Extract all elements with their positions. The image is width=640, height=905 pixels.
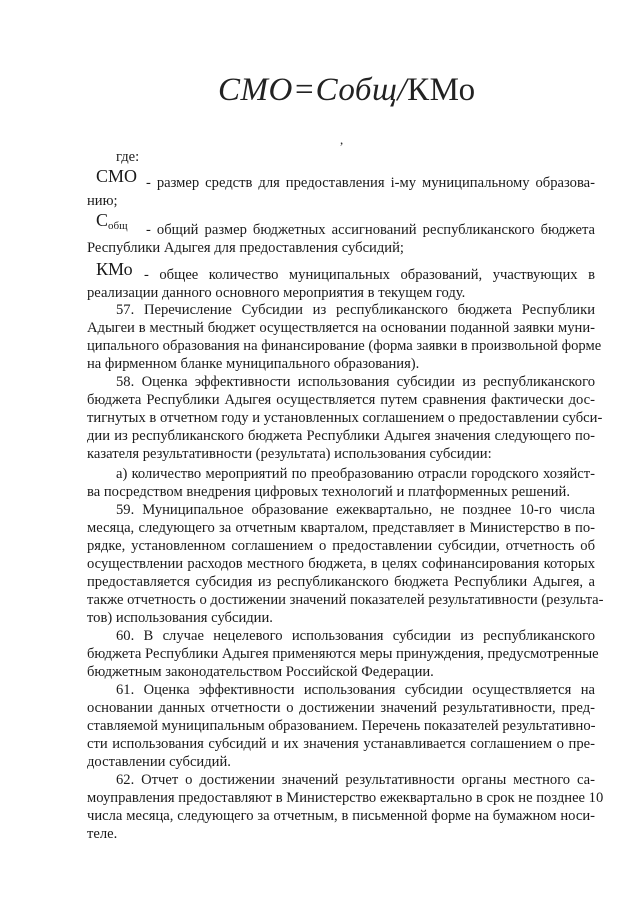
text-line: осуществлении расходов местного бюджета, в целях софинансирования которых	[87, 556, 595, 572]
text-line: предоставляется субсидия из республиканского бюджета Республики Адыгея, а	[87, 574, 595, 590]
text-line: нию;	[87, 193, 118, 209]
text-line: тигнутых в отчетном году и установленных соглашением о предоставлении субси-	[87, 410, 603, 426]
text-line: сти использования субсидий и их значения устанавливается соглашением о пре-	[87, 736, 595, 752]
text-line: а) количество мероприятий по преобразованию отрасли городского хозяйст-	[116, 466, 595, 482]
text-line: бюджета Республики Адыгея осуществляется путем сравнения фактически дос-	[87, 392, 595, 408]
text-line: Республики Адыгея для предоставления субсидий;	[87, 240, 404, 256]
text-line: казателя результативности (результата) использования субсидии:	[87, 446, 492, 462]
text-line: на фирменном бланке муниципального образования).	[87, 356, 420, 372]
text-line: 61. Оценка эффективности использования субсидии осуществляется на	[116, 682, 595, 698]
symbol-c-main: С	[96, 210, 109, 230]
text-line: также отчетность о достижении значений показателей результативности (результа-	[87, 592, 604, 608]
text-line: тов) использования субсидии.	[87, 610, 273, 626]
text-line: ставляемой муниципальным образованием. Перечень показателей результативно-	[87, 718, 596, 734]
symbol-c-sub: общ	[108, 220, 128, 232]
text-line: 57. Перечисление Субсидии из республиканского бюджета Республики	[116, 302, 595, 318]
text-line: - общее количество муниципальных образований, участвующих в	[144, 267, 595, 283]
text-line: моуправления предоставляют в Министерство ежеквартально в срок не позднее 10	[87, 790, 604, 806]
text-line: - общий размер бюджетных ассигнований республиканского бюджета	[146, 222, 595, 238]
where-label: где:	[116, 149, 140, 165]
symbol-kmo: КМо	[96, 259, 133, 279]
text-line: рядке, установленном соглашением о предоставлении субсидии, отчетность об	[87, 538, 595, 554]
text-line: 60. В случае нецелевого использования субсидии из республиканского	[116, 628, 595, 644]
text-line: числа месяца, следующего за отчетным, в письменной форме на бумажном носи-	[87, 808, 595, 824]
text-line: основании данных отчетности о достижении значений результативности, пред-	[87, 700, 595, 716]
text-line: 58. Оценка эффективности использования субсидии из республиканского	[116, 374, 595, 390]
symbol-cmo: СМО	[96, 166, 138, 186]
formula	[218, 72, 476, 109]
text-line: реализации данного основного мероприятия в текущем году.	[87, 285, 466, 301]
text-line: бюджетным законодательством Российской Федерации.	[87, 664, 434, 680]
text-line: доставлении субсидий.	[87, 754, 231, 770]
text-line: ва посредством внедрения цифровых технологий и платформенных решений.	[87, 484, 571, 500]
formula-left: СМО=Собщ/	[218, 72, 408, 108]
text-line: месяца, следующего за отчетным кварталом, представляет в Министерство в по-	[87, 520, 595, 536]
symbol-c-total	[96, 210, 128, 232]
formula-comma: ,	[340, 132, 344, 147]
text-line: 62. Отчет о достижении значений результативности органы местного са-	[116, 772, 595, 788]
text-line: - размер средств для предоставления i-му муниципальному образова-	[146, 175, 595, 191]
text-line: дии из республиканского бюджета Республики Адыгея значения следующего по-	[87, 428, 595, 444]
text-line: Адыгеи в местный бюджет осуществляется на основании поданной заявки муни-	[87, 320, 595, 336]
formula-right: КМо	[407, 72, 476, 108]
text-line: 59. Муниципальное образование ежеквартально, не позднее 10-го числа	[116, 502, 595, 518]
text-line: ципального образования на финансирование (форма заявки в произвольной форме	[87, 338, 602, 354]
text-line: бюджета Республики Адыгея применяются меры принуждения, предусмотренные	[87, 646, 599, 662]
text-line: теле.	[87, 826, 118, 842]
